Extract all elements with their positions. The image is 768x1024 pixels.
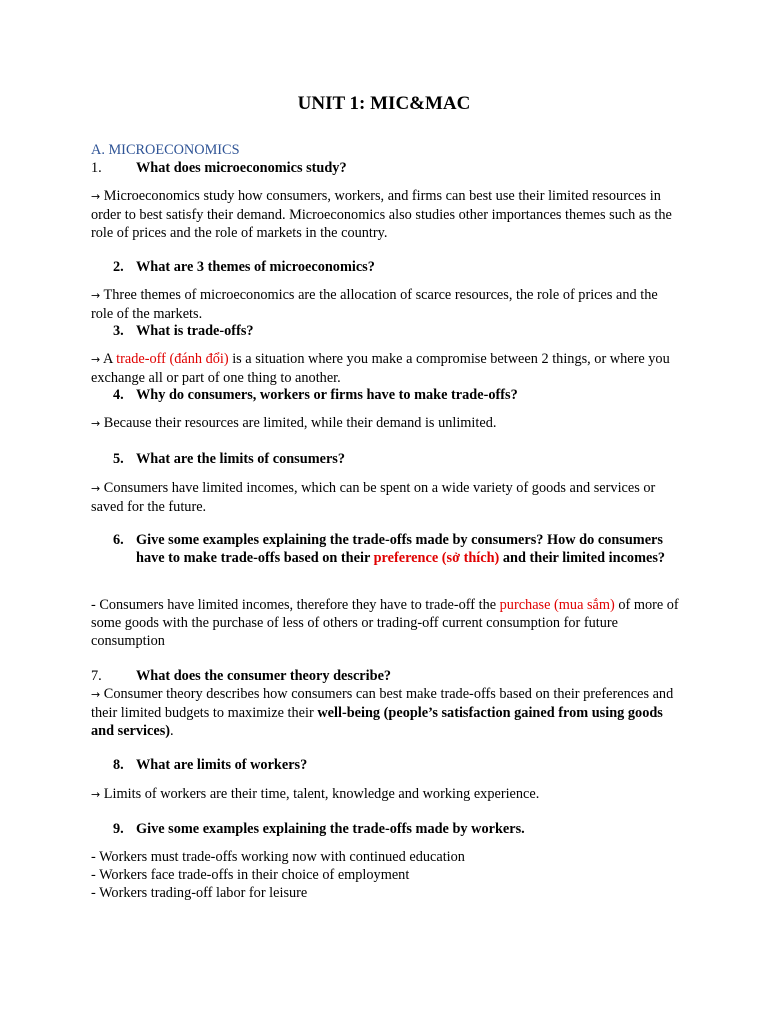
question-6-pre: Give some examples explaining the trade-offs made by consumers? How do consumers have to make trade-offs based on their [136, 532, 663, 566]
term-preference: preference (sở thích) [373, 550, 500, 566]
question-1-number: 1. [91, 160, 102, 176]
answer-3 [91, 350, 681, 387]
question-4-number: 4. [113, 387, 124, 403]
question-4: Why do consumers, workers or firms have to make trade-offs? [136, 387, 518, 403]
answer-8 [91, 785, 681, 804]
answer-7-post: . [170, 723, 174, 739]
arrow-icon: → [91, 482, 101, 495]
answer-1 [91, 187, 681, 242]
answer-4 [91, 414, 681, 433]
question-3-number: 3. [113, 323, 124, 339]
answer-7 [91, 685, 681, 740]
arrow-icon: → [91, 289, 101, 302]
question-6 [136, 531, 681, 567]
term-purchase: purchase (mua sắm) [499, 597, 615, 613]
answer-5 [91, 479, 681, 516]
answer-2-text: Three themes of microeconomics are the allocation of scarce resources, the role of prices and the role of the markets. [91, 287, 658, 322]
answer-6-pre: - Consumers have limited incomes, therefore they have to trade-off the [91, 597, 500, 613]
answer-6 [91, 596, 681, 650]
term-trade-off: trade-off (đánh đổi) [116, 351, 229, 367]
section-heading: A. MICROECONOMICS [91, 142, 240, 158]
question-8: What are limits of workers? [136, 757, 308, 773]
question-2-number: 2. [113, 259, 124, 275]
answer-6-post: of more of some goods with the purchase of less of others or trading-off current consumption for future consumption [91, 597, 679, 649]
question-3: What is trade-offs? [136, 323, 254, 339]
question-2: What are 3 themes of microeconomics? [136, 259, 375, 275]
answer-9-item: - Workers must trade-offs working now with continued education [91, 849, 465, 865]
page-title: UNIT 1: MIC&MAC [297, 93, 471, 114]
question-5: What are the limits of consumers? [136, 451, 346, 467]
answer-2 [91, 286, 681, 323]
answer-8-text: Limits of workers are their time, talent, knowledge and working experience. [103, 786, 540, 802]
question-9-number: 9. [113, 821, 124, 837]
question-8-number: 8. [113, 757, 124, 773]
arrow-icon: → [91, 190, 101, 203]
arrow-icon: → [91, 353, 101, 366]
arrow-icon: → [91, 417, 101, 430]
answer-9-item: - Workers face trade-offs in their choice of employment [91, 867, 410, 883]
arrow-icon: → [91, 688, 101, 701]
question-1: What does microeconomics study? [136, 160, 347, 176]
answer-4-text: Because their resources are limited, while their demand is unlimited. [103, 415, 497, 431]
question-5-number: 5. [113, 451, 124, 467]
answer-3-pre: A [103, 351, 117, 367]
arrow-icon: → [91, 788, 101, 801]
question-6-post: and their limited incomes? [499, 550, 666, 566]
answer-3-post: is a situation where you make a compromise between 2 things, or where you exchange all or part of one thing to another. [91, 351, 670, 386]
answer-9-item: - Workers trading-off labor for leisure [91, 885, 308, 901]
answer-7-pre: Consumer theory describes how consumers can best make trade-offs based on their preferences and their limited budgets to maximize their [91, 686, 674, 721]
answer-5-text: Consumers have limited incomes, which can be spent on a wide variety of goods and services or saved for the future. [91, 480, 656, 515]
question-6-number: 6. [113, 532, 124, 548]
question-7: What does the consumer theory describe? [136, 668, 392, 684]
answer-7-bold: well-being (people’s satisfaction gained from using goods and services) [91, 705, 663, 739]
answer-1-text: Microeconomics study how consumers, workers, and firms can best use their limited resources in order to best satisfy their demand. Microeconomics also studies other importances themes such as the role of prices and the role of markets in the country. [91, 188, 672, 241]
question-7-number: 7. [91, 668, 102, 684]
question-9: Give some examples explaining the trade-offs made by workers. [136, 821, 525, 837]
